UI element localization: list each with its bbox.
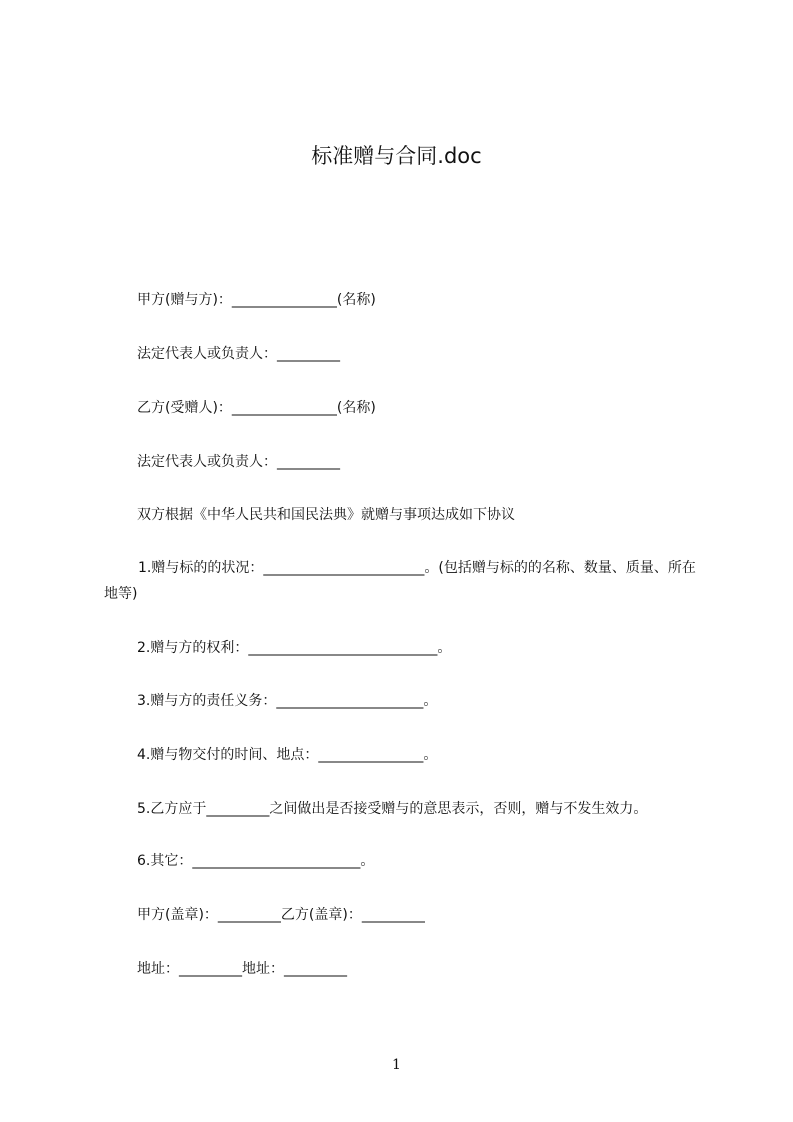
party-a-name-line: 甲方(赠与方)：_______________(名称) <box>137 292 376 308</box>
clause-4-delivery-time-place: 4.赠与物交付的时间、地点：_______________。 <box>137 747 438 763</box>
clause-3-donor-obligations: 3.赠与方的责任义务：_____________________。 <box>137 693 438 709</box>
clause-5-acceptance: 5.乙方应于_________之间做出是否接受赠与的意思表示，否则，赠与不发生效力。 <box>137 801 648 817</box>
party-b-representative-line: 法定代表人或负责人：_________ <box>137 454 340 470</box>
clause-6-other: 6.其它：________________________。 <box>137 853 375 869</box>
document-title: 标准赠与合同.doc <box>311 144 482 168</box>
party-a-representative-line: 法定代表人或负责人：_________ <box>137 346 340 362</box>
signature-seal-line: 甲方(盖章)：_________乙方(盖章)：_________ <box>137 907 425 923</box>
address-line: 地址：_________地址：_________ <box>137 961 347 977</box>
party-b-name-line: 乙方(受赠人)：_______________(名称) <box>137 400 376 416</box>
clause-2-donor-rights: 2.赠与方的权利：___________________________。 <box>137 640 452 656</box>
page-number: 1 <box>392 1057 401 1073</box>
clause-1-gift-status: 1.赠与标的的状况：_______________________。(包括赠与标的的名称、数量、质量、所在地等) <box>104 560 696 602</box>
agreement-intro-line: 双方根据《中华人民共和国民法典》就赠与事项达成如下协议 <box>137 507 515 523</box>
